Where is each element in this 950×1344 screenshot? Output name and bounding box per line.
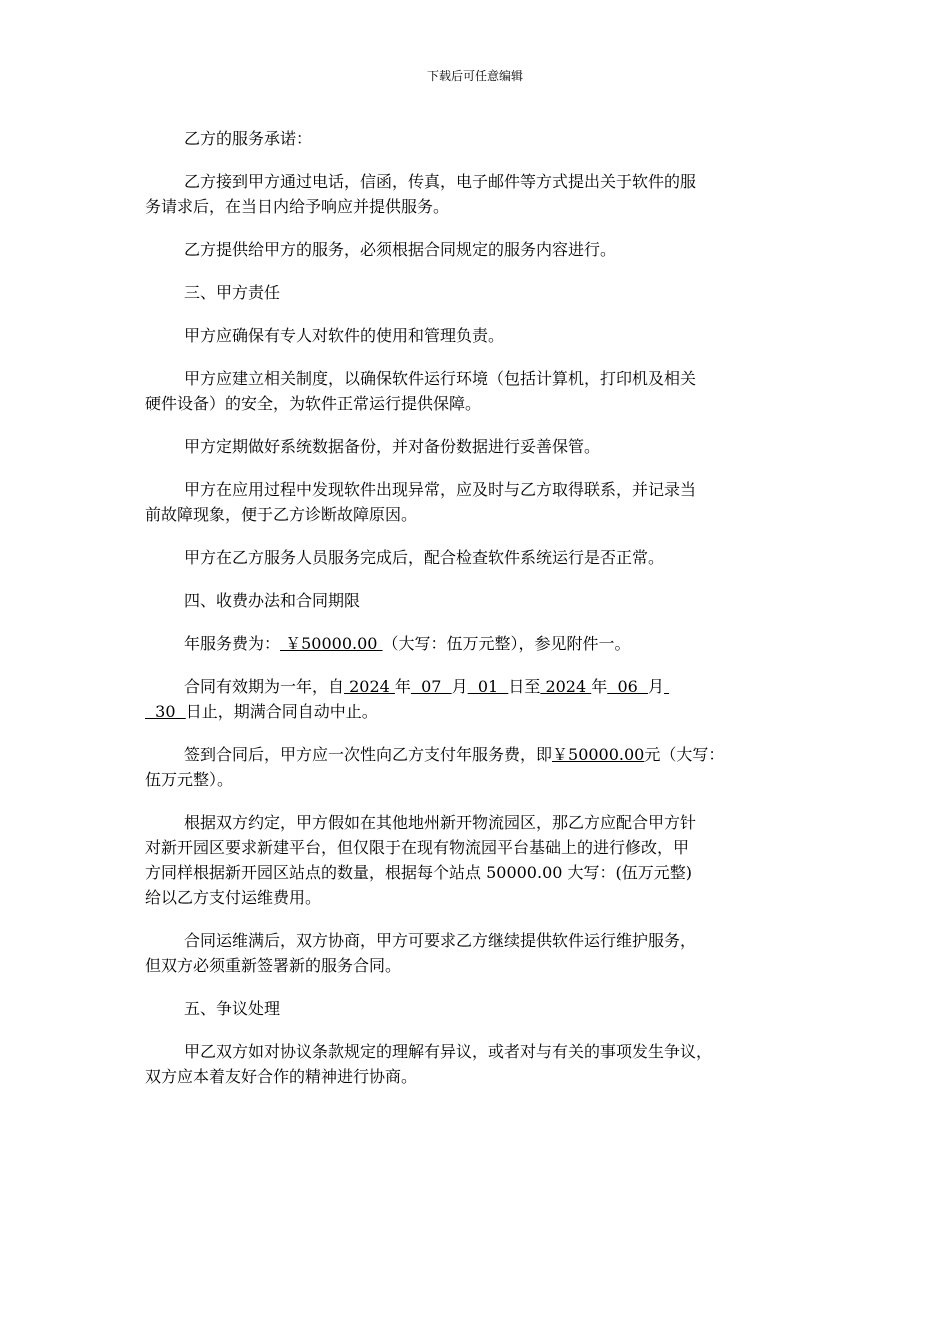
paragraph-annual-fee [145,631,810,656]
payment-suffix: 元（大写： [644,745,725,764]
section-heading-dispute-resolution [145,996,810,1021]
payment-prefix: 签到合同后，甲方应一次性向乙方支付年服务费，即 [184,745,553,764]
text-line: 甲乙双方如对协议条款规定的理解有异议，或者对与有关的事项发生争议， [184,1042,713,1061]
paragraph-contract-term [145,674,810,724]
text-line: 伍万元整）。 [145,770,234,789]
paragraph-fault-report [145,477,810,527]
page-header: 下载后可任意编辑 [426,69,523,83]
text-line [145,699,810,724]
paragraph-environment-safety [145,366,810,416]
end-month-blank: 06 [607,677,648,696]
text-line [145,674,810,699]
paragraph-payment [145,742,810,792]
term-prefix: 合同有效期为一年，自 [184,677,345,696]
paragraph-service-response [145,169,810,219]
text-line: 但双方必须重新签署新的服务合同。 [145,956,402,975]
start-year-blank: 2024 [344,677,395,696]
text-line: 硬件设备）的安全，为软件正常运行提供保障。 [145,394,482,413]
text-line [145,742,810,767]
text-line: 给以乙方支付运维费用。 [145,888,322,907]
paragraph-new-park-expansion [145,810,810,910]
text-line: 三、甲方责任 [184,283,281,302]
text-line: 甲方定期做好系统数据备份，并对备份数据进行妥善保管。 [184,437,601,456]
paragraph-contract-renewal [145,928,810,978]
text-line: 前故障现象，便于乙方诊断故障原因。 [145,505,418,524]
end-day-blank: 30 [145,702,186,721]
text-line: 甲方应建立相关制度，以确保软件运行环境（包括计算机，打印机及相关 [184,369,697,388]
paragraph-data-backup [145,434,810,459]
end-year-blank: 2024 [540,677,592,696]
start-month-blank: 07 [410,677,452,696]
text-line: 五、争议处理 [184,999,281,1018]
paragraph-dispute-negotiation [145,1039,810,1089]
paragraph-dedicated-staff [145,323,810,348]
section-heading-party-a-responsibility [145,280,810,305]
text-line: 方同样根据新开园区站点的数量，根据每个站点 50000.00 大写：(伍万元整) [145,863,693,882]
text-line: 务请求后，在当日内给予响应并提供服务。 [145,197,450,216]
text-line: 甲方应确保有专人对软件的使用和管理负责。 [184,326,505,345]
month-label: 月 [451,677,468,696]
text-line: 对新开园区要求新建平台，但仅限于在现有物流园平台基础上的进行修改，甲 [145,838,690,857]
fee-prefix: 年服务费为： [184,634,281,653]
text-line: 乙方的服务承诺： [184,129,313,148]
day-label: 日至 [508,677,541,696]
text-line: 乙方接到甲方通过电话，信函，传真，电子邮件等方式提出关于软件的服 [184,172,697,191]
term-suffix: 日止，期满合同自动中止。 [185,702,378,721]
document-body [145,126,810,1107]
text-line [145,631,810,656]
trailing-blank [664,677,669,696]
text-line: 甲方在应用过程中发现软件出现异常，应及时与乙方取得联系，并记录当 [184,480,697,499]
start-day-blank: 01 [467,677,509,696]
text-line: 四、收费办法和合同期限 [184,591,361,610]
paragraph-service-content [145,237,810,262]
text-line: 双方应本着友好合作的精神进行协商。 [145,1067,418,1086]
fee-amount-blank: ￥50000.00 [280,634,383,653]
text-line: 根据双方约定，甲方假如在其他地州新开物流园区，那乙方应配合甲方针 [184,813,697,832]
text-line: 乙方提供给甲方的服务，必须根据合同规定的服务内容进行。 [184,240,617,259]
paragraph-acceptance-check [145,545,810,570]
section-heading-fees-and-term [145,588,810,613]
payment-amount-blank: ￥50000.00 [552,745,645,764]
month-label: 月 [647,677,664,696]
year-label: 年 [591,677,608,696]
fee-suffix: （大写：伍万元整），参见附件一。 [382,634,631,653]
year-label: 年 [394,677,411,696]
text-line: 甲方在乙方服务人员服务完成后，配合检查软件系统运行是否正常。 [184,548,665,567]
paragraph-service-promise-title [145,126,810,151]
text-line: 合同运维满后，双方协商，甲方可要求乙方继续提供软件运行维护服务， [184,931,697,950]
